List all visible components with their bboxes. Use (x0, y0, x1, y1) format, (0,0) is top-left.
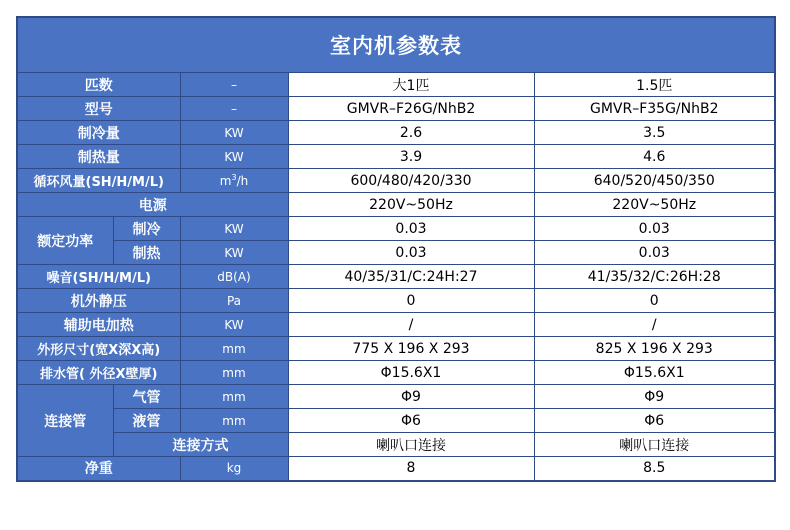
value-model-2: 0 (534, 289, 775, 313)
row-airflow (17, 169, 775, 193)
row-label: 制热量 (17, 145, 180, 169)
value-model-1: 大1匹 (288, 73, 534, 97)
row-unit: mm (180, 409, 288, 433)
value-model-2: Φ15.6X1 (534, 361, 775, 385)
row-rated-power-heat (17, 241, 775, 265)
unit-tail: /h (236, 173, 249, 188)
value-model-1: 0.03 (288, 217, 534, 241)
row-heating (17, 145, 775, 169)
value-model-2: 41/35/32/C:26H:28 (534, 265, 775, 289)
row-power-supply (17, 193, 775, 217)
value-model-1: 3.9 (288, 145, 534, 169)
value-model-2: 8.5 (534, 457, 775, 481)
row-unit: KW (180, 241, 288, 265)
sub-label: 气管 (113, 385, 180, 409)
value-model-2: / (534, 313, 775, 337)
row-unit: kg (180, 457, 288, 481)
value-model-2: 喇叭口连接 (534, 433, 775, 457)
value-model-1: 600/480/420/330 (288, 169, 534, 193)
row-model (17, 97, 775, 121)
sub-label: 连接方式 (113, 433, 288, 457)
row-unit: mm (180, 361, 288, 385)
value-model-2: Φ9 (534, 385, 775, 409)
sub-label: 制热 (113, 241, 180, 265)
value-model-1: 0 (288, 289, 534, 313)
row-unit: KW (180, 217, 288, 241)
row-weight (17, 457, 775, 481)
spec-table (16, 16, 776, 482)
value-model-1: 220V~50Hz (288, 193, 534, 217)
row-unit: mm (180, 385, 288, 409)
value-model-1: 775 X 196 X 293 (288, 337, 534, 361)
row-dimensions (17, 337, 775, 361)
row-label: 匹数 (17, 73, 180, 97)
row-unit (180, 169, 288, 193)
group-label: 连接管 (17, 385, 113, 457)
value-model-1: 8 (288, 457, 534, 481)
value-model-1: Φ15.6X1 (288, 361, 534, 385)
value-model-2: 825 X 196 X 293 (534, 337, 775, 361)
row-unit: KW (180, 313, 288, 337)
sub-label: 液管 (113, 409, 180, 433)
row-label: 型号 (17, 97, 180, 121)
row-unit: – (180, 97, 288, 121)
row-unit: mm (180, 337, 288, 361)
row-unit: KW (180, 145, 288, 169)
group-label: 额定功率 (17, 217, 113, 265)
value-model-1: 喇叭口连接 (288, 433, 534, 457)
value-model-2: GMVR–F35G/NhB2 (534, 97, 775, 121)
value-model-2: 4.6 (534, 145, 775, 169)
row-drain (17, 361, 775, 385)
row-label: 制冷量 (17, 121, 180, 145)
value-model-2: 0.03 (534, 241, 775, 265)
value-model-2: Φ6 (534, 409, 775, 433)
value-model-1: Φ6 (288, 409, 534, 433)
value-model-1: 0.03 (288, 241, 534, 265)
value-model-2: 1.5匹 (534, 73, 775, 97)
row-label: 机外静压 (17, 289, 180, 313)
title-row (17, 17, 775, 73)
value-model-1: 40/35/31/C:24H:27 (288, 265, 534, 289)
row-label: 排水管( 外径X壁厚) (17, 361, 180, 385)
row-label: 辅助电加热 (17, 313, 180, 337)
sub-label: 制冷 (113, 217, 180, 241)
value-model-2: 3.5 (534, 121, 775, 145)
unit-base: m (219, 173, 232, 188)
row-cooling (17, 121, 775, 145)
value-model-1: 2.6 (288, 121, 534, 145)
row-label: 噪音(SH/H/M/L) (17, 265, 180, 289)
row-static-pressure (17, 289, 775, 313)
value-model-2: 640/520/450/350 (534, 169, 775, 193)
value-model-1: / (288, 313, 534, 337)
row-label: 外形尺寸(宽X深X高) (17, 337, 180, 361)
row-label: 循环风量(SH/H/M/L) (17, 169, 180, 193)
row-label: 电源 (17, 193, 288, 217)
value-model-2: 220V~50Hz (534, 193, 775, 217)
unit-superscript: 3 (231, 172, 237, 182)
row-pipe-gas (17, 385, 775, 409)
row-label: 净重 (17, 457, 180, 481)
row-unit: – (180, 73, 288, 97)
row-unit: dB(A) (180, 265, 288, 289)
row-pipe-liquid (17, 409, 775, 433)
row-capacity (17, 73, 775, 97)
value-model-1: GMVR–F26G/NhB2 (288, 97, 534, 121)
row-aux-heat (17, 313, 775, 337)
value-model-2: 0.03 (534, 217, 775, 241)
table-title: 室内机参数表 (17, 17, 775, 73)
row-noise (17, 265, 775, 289)
row-pipe-method (17, 433, 775, 457)
row-rated-power-cool (17, 217, 775, 241)
row-unit: KW (180, 121, 288, 145)
value-model-1: Φ9 (288, 385, 534, 409)
row-unit: Pa (180, 289, 288, 313)
